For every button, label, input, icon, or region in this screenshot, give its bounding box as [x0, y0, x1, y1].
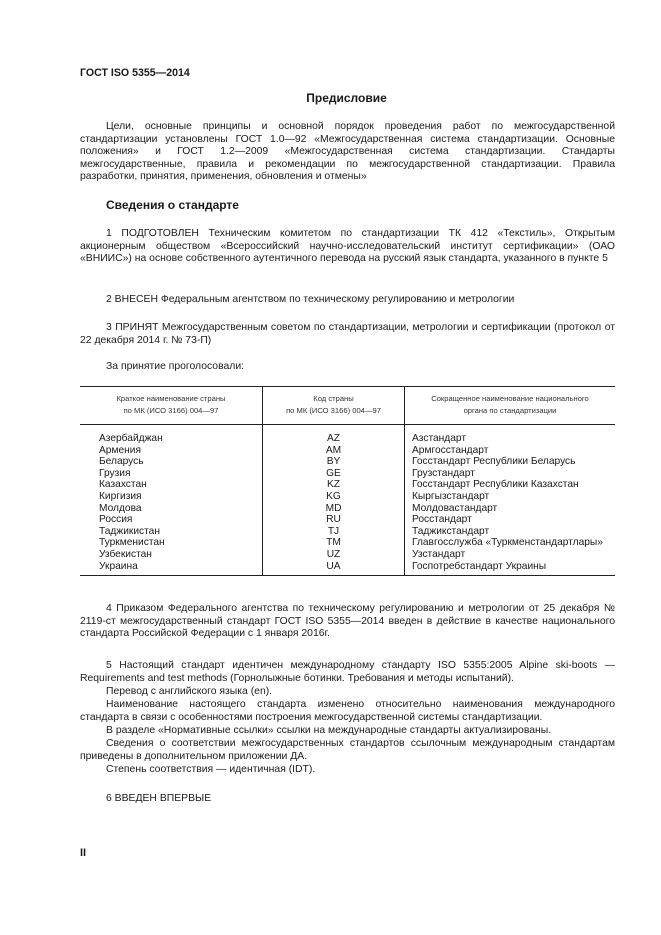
item-6: 6 ВВЕДЕН ВПЕРВЫЕ — [106, 793, 212, 804]
country-code: AM — [325, 444, 342, 456]
country-name: Азербайджан — [99, 433, 163, 444]
organ-name: Росстандарт — [412, 514, 472, 526]
country-code: TM — [326, 537, 341, 549]
table-body-row — [80, 425, 615, 576]
organ-name: Госстандарт Республики Казахстан — [412, 479, 579, 491]
country-name: Туркменистан — [99, 537, 165, 549]
country-name: Грузия — [99, 467, 131, 479]
country-code: AZ — [326, 433, 341, 444]
country-code: RU — [326, 514, 341, 526]
organ-name: Армгосстандарт — [412, 444, 489, 456]
country-column — [80, 425, 263, 576]
organ-name: Грузстандарт — [412, 467, 475, 479]
voted-label: За принятие проголосовали: — [106, 361, 245, 372]
country-name: Таджикистан — [99, 525, 160, 537]
organ-name: Кыргызстандарт — [412, 490, 490, 502]
country-name: Узбекистан — [99, 548, 152, 560]
country-name: Киргизия — [99, 490, 142, 502]
organ-column — [405, 425, 616, 576]
country-code: MD — [325, 502, 342, 514]
country-name: Казахстан — [99, 479, 147, 491]
organ-name: Главгосслужба «Туркменстандартлары» — [412, 537, 603, 549]
preface-text: Цели, основные принципы и основной порядок проведения работ по межгосударственной стандартизации установлены ГОСТ 1.0—92 «Межгосударственная система стандартизации. Основные положения» и ГОСТ 1.2—2009 «Межгосударственная система стандартизации. Стандарты межгосударственные, правила и рекомендации по межгосударственной стандартизации. Правила разработки, принятия, применения, обновления и отмены» — [80, 121, 615, 183]
item-5-info-note: Сведения о соответствии межгосударственных стандартов ссылочным международным стандартам приведены в дополнительном приложении ДА. — [80, 738, 615, 762]
organ-name: Молдовастандарт — [412, 502, 498, 514]
document-header: ГОСТ ISO 5355—2014 — [80, 67, 190, 79]
organ-name: Госстандарт Республики Беларусь — [412, 456, 576, 468]
country-name: Молдова — [99, 502, 142, 514]
organ-name: Таджикстандарт — [412, 525, 490, 537]
country-code: UA — [326, 560, 341, 572]
country-code: UZ — [326, 548, 341, 560]
country-name: Украина — [99, 560, 138, 572]
preface-title: Предисловие — [306, 91, 387, 105]
item-5: 5 Настоящий стандарт идентичен международному стандарту ISO 5355:2005 Alpine ski-boots — Requirements and test methods (Горнолыжные ботинки. Требования и методы испытаний). — [80, 660, 615, 684]
country-name: Армения — [99, 444, 141, 456]
header-country: Краткое наименование страны по МК (ИСО 3166) 004—97 — [80, 387, 263, 425]
country-name: Беларусь — [99, 456, 144, 468]
item-5-name-note: Наименование настоящего стандарта изменено относительно наименования международного стандарта в связи с особенностями построения межгосударственной системы стандартизации. — [80, 699, 615, 723]
header-code: Код страны по МК (ИСО 3166) 004—97 — [263, 387, 405, 425]
country-code: GE — [326, 467, 341, 479]
country-name: Россия — [99, 514, 133, 526]
info-item-2: 2 ВНЕСЕН Федеральным агентством по техническому регулированию и метрологии — [106, 294, 515, 305]
organ-name: Азстандарт — [412, 433, 467, 444]
organ-name: Узстандарт — [412, 548, 466, 560]
header-organ: Сокращенное наименование национального органа по стандартизации — [405, 387, 616, 425]
country-code: KG — [326, 490, 341, 502]
item-5-degree: Степень соответствия — идентичная (IDT). — [106, 764, 316, 775]
info-item-1: 1 ПОДГОТОВЛЕН Техническим комитетом по стандартизации ТК 412 «Текстиль», Открытым акционерным обществом «Всероссийский научно-исследовательский институт сертификации» (ОАО «ВНИИС») на основе собственного аутентичного перевода на русский язык стандарта, указанного в пункте 5 — [80, 228, 615, 265]
country-code: KZ — [326, 479, 341, 491]
item-5-refs-note: В разделе «Нормативные ссылки» ссылки на международные стандарты актуализированы. — [106, 725, 552, 736]
item-5-translation: Перевод с английского языка (en). — [106, 686, 273, 697]
info-item-3: 3 ПРИНЯТ Межгосударственным советом по стандартизации, метрологии и сертификации (протокол от 22 декабря 2014 г. № 73-П) — [80, 322, 615, 346]
country-code: TJ — [327, 525, 340, 537]
info-title: Сведения о стандарте — [106, 198, 239, 212]
country-code: BY — [326, 456, 341, 468]
countries-table — [80, 386, 615, 576]
organ-name: Госпотребстандарт Украины — [412, 560, 547, 572]
page-number: II — [80, 847, 87, 859]
table-header-row — [80, 387, 615, 425]
code-column — [263, 425, 405, 576]
item-4: 4 Приказом Федерального агентства по техническому регулированию и метрологии от 25 декабря № 2119-ст межгосударственный стандарт ГОСТ ISO 5355—2014 введен в действие в качестве национального стандарта Российской Федерации с 1 января 2016г. — [80, 603, 615, 640]
